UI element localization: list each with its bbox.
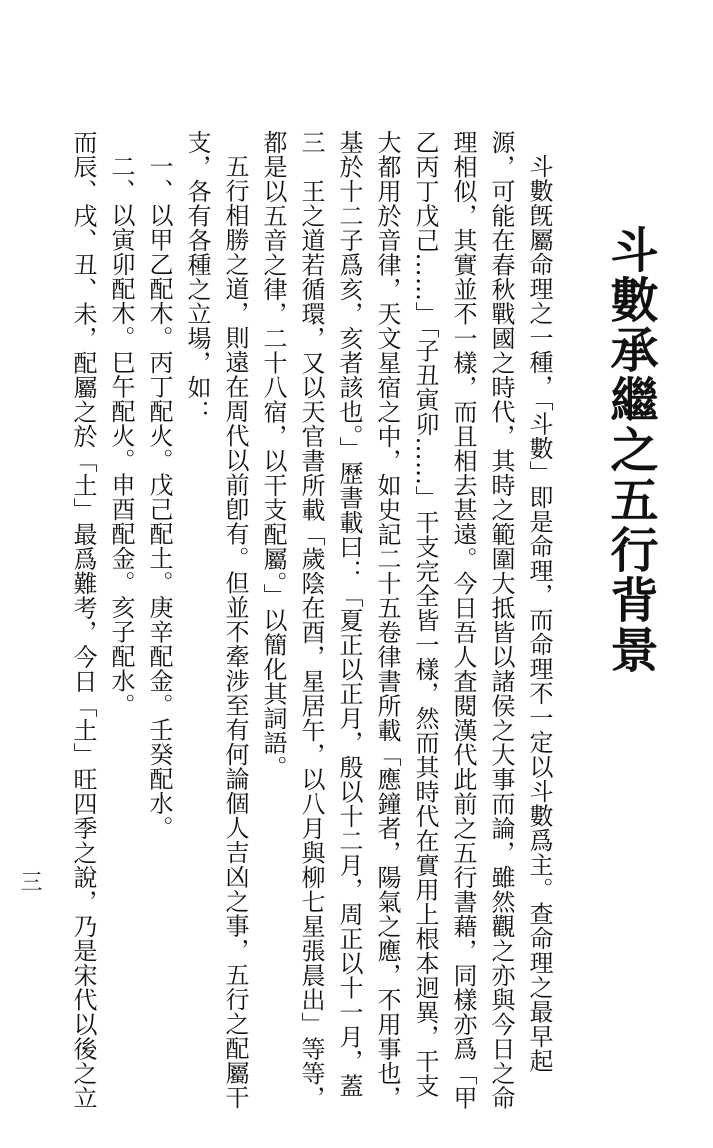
page-title: 斗數承繼之五行背景 — [602, 225, 658, 675]
paragraph-3: 而辰、戌、丑、未，配屬之於「土」最爲難考，今日「土」旺四季之說，乃是宋代以後之立 — [69, 130, 97, 1110]
paragraph-1: 斗數旣屬命理之一種，「斗數」即是命理，而命理不一定以斗數爲主。查命理之最早起源，可能在春秋戰國之時代，其時之範圍大抵皆以諸侯之大事而論，雖然觀之亦與今日之命理相似，其實並不一樣，而且相去甚遠。今日吾人査閱漢代此前之五行書藉，同樣亦爲「甲乙丙丁戊己……」「子丑寅卯……」干支完全皆一樣，然而其時代在實用上根本迥異，干支大都用於音律，天文星宿之中，如史記二十五卷律書所載「應鐘者，陽氣之應，不用事也，基於十二子爲亥，亥者該也。」歷書載曰：「夏正以正月，殷以十二月，周正以十一月，蓋三 王之道若循環，又以天官書所載「歲陰在酉，星居午，以八月與柳七星張晨出」等等，都是以五音之律，二十八宿，以干支配屬。」以簡化其詞語。 — [259, 130, 553, 1110]
page-number: 三 — [17, 870, 42, 892]
body-text — [64, 130, 558, 1120]
paragraph-2: 五行相勝之道，則遠在周代以前卽有。但並不牽涉至有何論個人吉凶之事，五行之配屬干支，各有各種之立場，如： — [183, 130, 249, 1110]
list-item-1: 一、以甲乙配木。丙丁配火。戊己配土。庚辛配金。壬癸配水。 — [145, 154, 173, 840]
list-item-2: 二、以寅卯配木。巳午配火。申酉配金。亥子配水。 — [107, 154, 135, 718]
